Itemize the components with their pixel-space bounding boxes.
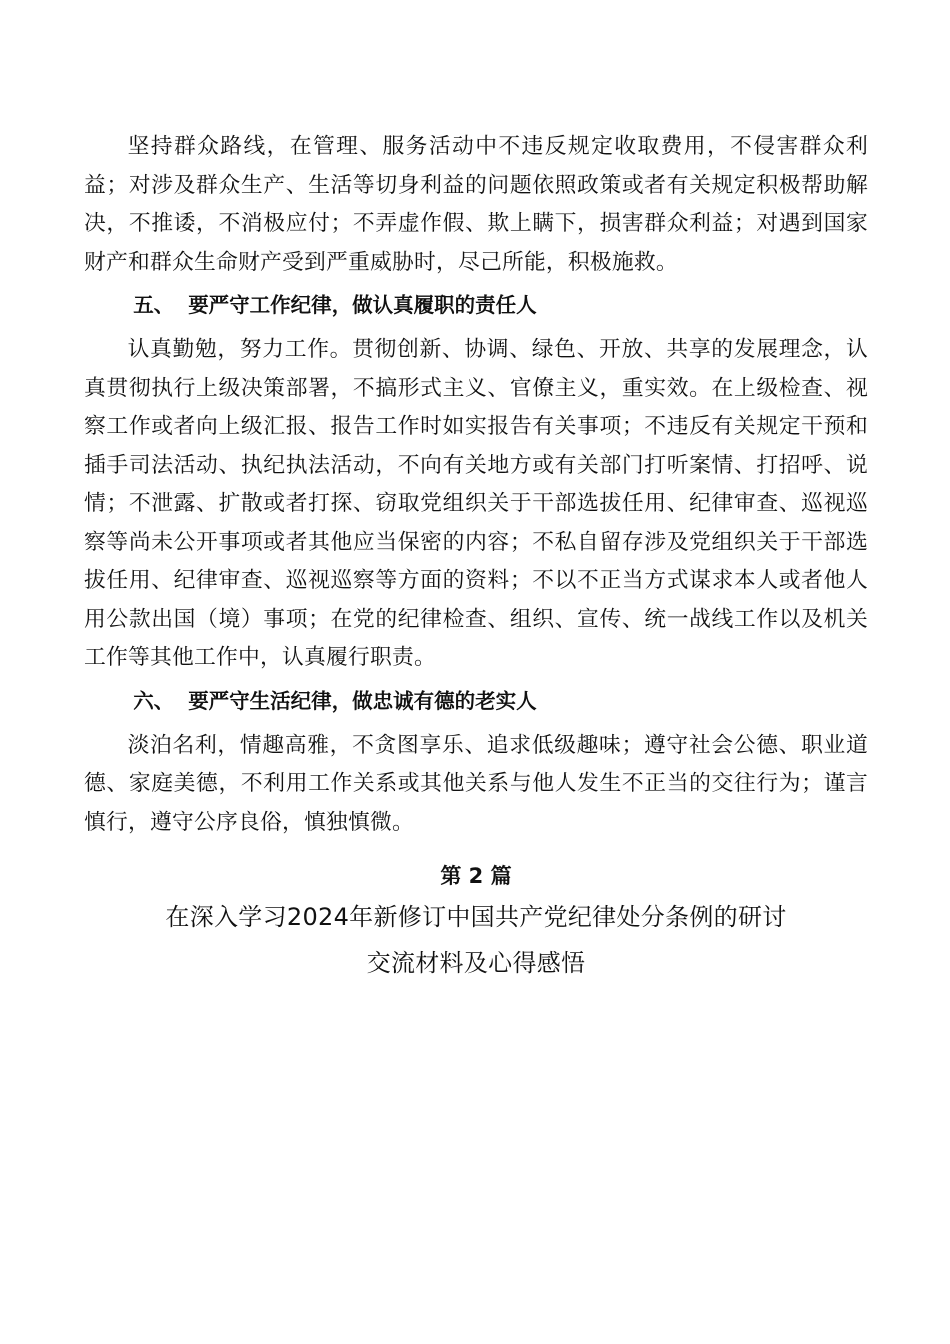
section-heading-work-discipline — [84, 282, 868, 331]
part-label: 第 2 篇 — [440, 864, 512, 888]
part-title-line-1: 在深入学习2024年新修订中国共产党纪律处分条例的研讨 — [165, 903, 787, 931]
part-title — [84, 894, 868, 986]
section-heading-life-discipline — [84, 678, 868, 727]
section-title: 要严守工作纪律，做认真履职的责任人 — [188, 293, 537, 317]
part-title-line-2: 交流材料及心得感悟 — [366, 949, 586, 977]
document-page — [84, 128, 868, 986]
paragraph-mass-line: 坚持群众路线，在管理、服务活动中不违反规定收取费用，不侵害群众利益；对涉及群众生产、生活等切身利益的问题依照政策或者有关规定积极帮助解决，不推诿，不消极应付；不弄虚作假、欺上瞒下，损害群众利益；对遇到国家财产和群众生命财产受到严重威胁时，尽己所能，积极施救。 — [84, 134, 868, 275]
paragraph-work-discipline: 认真勤勉，努力工作。贯彻创新、协调、绿色、开放、共享的发展理念，认真贯彻执行上级决策部署，不搞形式主义、官僚主义，重实效。在上级检查、视察工作或者向上级汇报、报告工作时如实报告有关事项；不违反有关规定干预和插手司法活动、执纪执法活动，不向有关地方或有关部门打听案情、打招呼、说情；不泄露、扩散或者打探、窃取党组织关于干部选拔任用、纪律审查、巡视巡察等尚未公开事项或者其他应当保密的内容；不私自留存涉及党组织关于干部选拔任用、纪律审查、巡视巡察等方面的资料；不以不正当方式谋求本人或者他人用公款出国（境）事项；在党的纪律检查、组织、宣传、统一战线工作以及机关工作等其他工作中，认真履行职责。 — [84, 337, 868, 670]
section-number: 六、 — [133, 688, 175, 713]
section-title: 要严守生活纪律，做忠诚有德的老实人 — [188, 688, 537, 713]
section-number: 五、 — [133, 293, 175, 317]
paragraph-life-discipline: 淡泊名利，情趣高雅，不贪图享乐、追求低级趣味；遵守社会公德、职业道德、家庭美德，不利用工作关系或其他关系与他人发生不正当的交往行为；谨言慎行，遵守公序良俗，慎独慎微。 — [84, 732, 868, 835]
